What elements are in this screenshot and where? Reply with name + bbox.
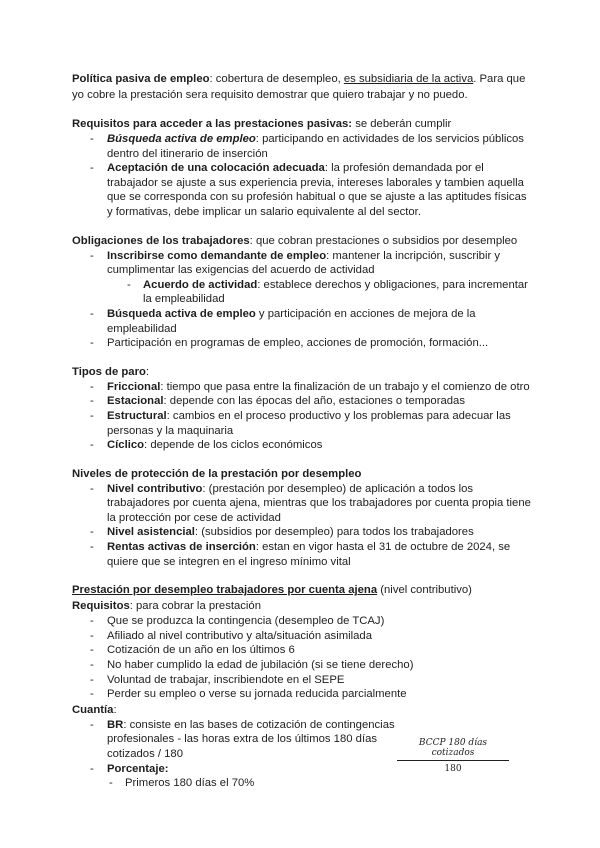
list-item: - Participación en programas de empleo, acciones de promoción, formación...: [90, 337, 489, 350]
list-item: - Inscribirse como demandante de empleo: mantener la incripción, suscribir y cumplimentar las exigencias del acuerdo de actividad: [90, 249, 501, 277]
list-item: - Que se produzca la contingencia (desempleo de TCAJ): [90, 615, 385, 628]
list-item: - Cíclico: depende de los ciclos económicos: [90, 439, 323, 452]
list-item: - Estacional: depende con las épocas del año, estaciones o temporadas: [90, 395, 465, 408]
section-politica-pasiva: [72, 71, 532, 103]
list-item: - Nivel asistencial: (subsidios por desempleo) para todos los trabajadores: [90, 526, 474, 539]
section-heading: Prestación por desempleo trabajadores por cuenta ajena (nivel contributivo): [72, 584, 472, 597]
list-item: - Porcentaje:: [90, 762, 169, 775]
document-page: [72, 71, 532, 791]
list-item: - Cotización de un año en los últimos 6: [90, 644, 295, 657]
bullet-list: [72, 482, 532, 570]
paragraph: [72, 71, 532, 103]
subheading-requisitos: Requisitos: para cobrar la prestación: [72, 600, 261, 613]
section-tipos-de-paro: [72, 364, 532, 453]
subheading-cuantia: Cuantía:: [72, 703, 117, 716]
list-item: - BR: consiste en las bases de cotización de contingencias profesionales - las horas extra de los últimos 180 días cotizados / 180: [90, 718, 395, 760]
list-item: - Aceptación de una colocación adecuada: la profesión demandada por el trabajador se ajuste a sus experiencia previa, intereses laborales y tambien aquella que se corresponda con su profesión habitual o que se ajuste a las aptitudes físicas y formativas, debe implicar un salario equivalente al del sector.: [90, 162, 527, 218]
list-item: - Afiliado al nivel contributivo y alta/situación asimilada: [90, 629, 372, 642]
section-heading: Obligaciones de los trabajadores: que cobran prestaciones o subsidios por desempleo: [72, 234, 518, 247]
formula-numerator: BCCP 180 días cotizados: [397, 738, 509, 761]
list-item: - Búsqueda activa de empleo y participación en acciones de mejora de la empleabilidad: [90, 307, 476, 335]
section-requisitos-pasivas: [72, 116, 532, 220]
text: : cobertura de desempleo,: [209, 73, 344, 85]
sub-list-item: - Primeros 180 días el 70%: [109, 777, 255, 790]
bullet-list: [72, 614, 532, 702]
bullet-list: [72, 249, 532, 351]
list-item: - Friccional: tiempo que pasa entre la finalización de un trabajo y el comienzo de otro: [90, 380, 530, 393]
list-item: - Estructural: cambios en el proceso productivo y los problemas para adecuar las personas y la maquinaria: [90, 409, 511, 437]
sub-list-item: - Acuerdo de actividad: establece derechos y obligaciones, para incrementar la empleabilidad: [127, 278, 528, 306]
list-item: - Nivel contributivo: (prestación por desempleo) de aplicación a todos los trabajadores por cuenta ajena, mientras que los trabajadores por cuenta propia tiene la protección por cese de actividad: [90, 482, 531, 524]
section-niveles-proteccion: [72, 466, 532, 570]
section-heading: Niveles de protección de la prestación por desempleo: [72, 467, 362, 480]
underlined-text: es subsidiaria de la activa: [343, 73, 474, 85]
bullet-list: [72, 380, 532, 453]
section-heading: Requisitos para acceder a las prestaciones pasivas: se deberán cumplir: [72, 118, 452, 130]
handwritten-formula: [397, 738, 509, 774]
formula-denominator: 180: [444, 764, 462, 774]
bullet-list: [72, 132, 532, 220]
list-item: - Perder su empleo o verse su jornada reducida parcialmente: [90, 688, 407, 701]
list-item: - No haber cumplido la edad de jubilación (si se tiene derecho): [90, 659, 414, 672]
term: Política pasiva de empleo: [72, 73, 210, 85]
text: . Para que yo cobre la prestación sera requisito demostrar que quiero trabajar y no puedo.: [72, 73, 526, 101]
list-item: - Voluntad de trabajar, inscribiendote en el SEPE: [90, 673, 345, 686]
section-obligaciones: [72, 233, 532, 351]
list-item: - Rentas activas de inserción: estan en vigor hasta el 31 de octubre de 2024, se quiere que se integren en el ingreso mínimo vital: [90, 541, 511, 568]
section-heading: Tipos de paro:: [72, 365, 150, 378]
list-item: - Búsqueda activa de empleo: participando en actividades de los servicios públicos dentro del itinerario de inserción: [90, 133, 524, 160]
